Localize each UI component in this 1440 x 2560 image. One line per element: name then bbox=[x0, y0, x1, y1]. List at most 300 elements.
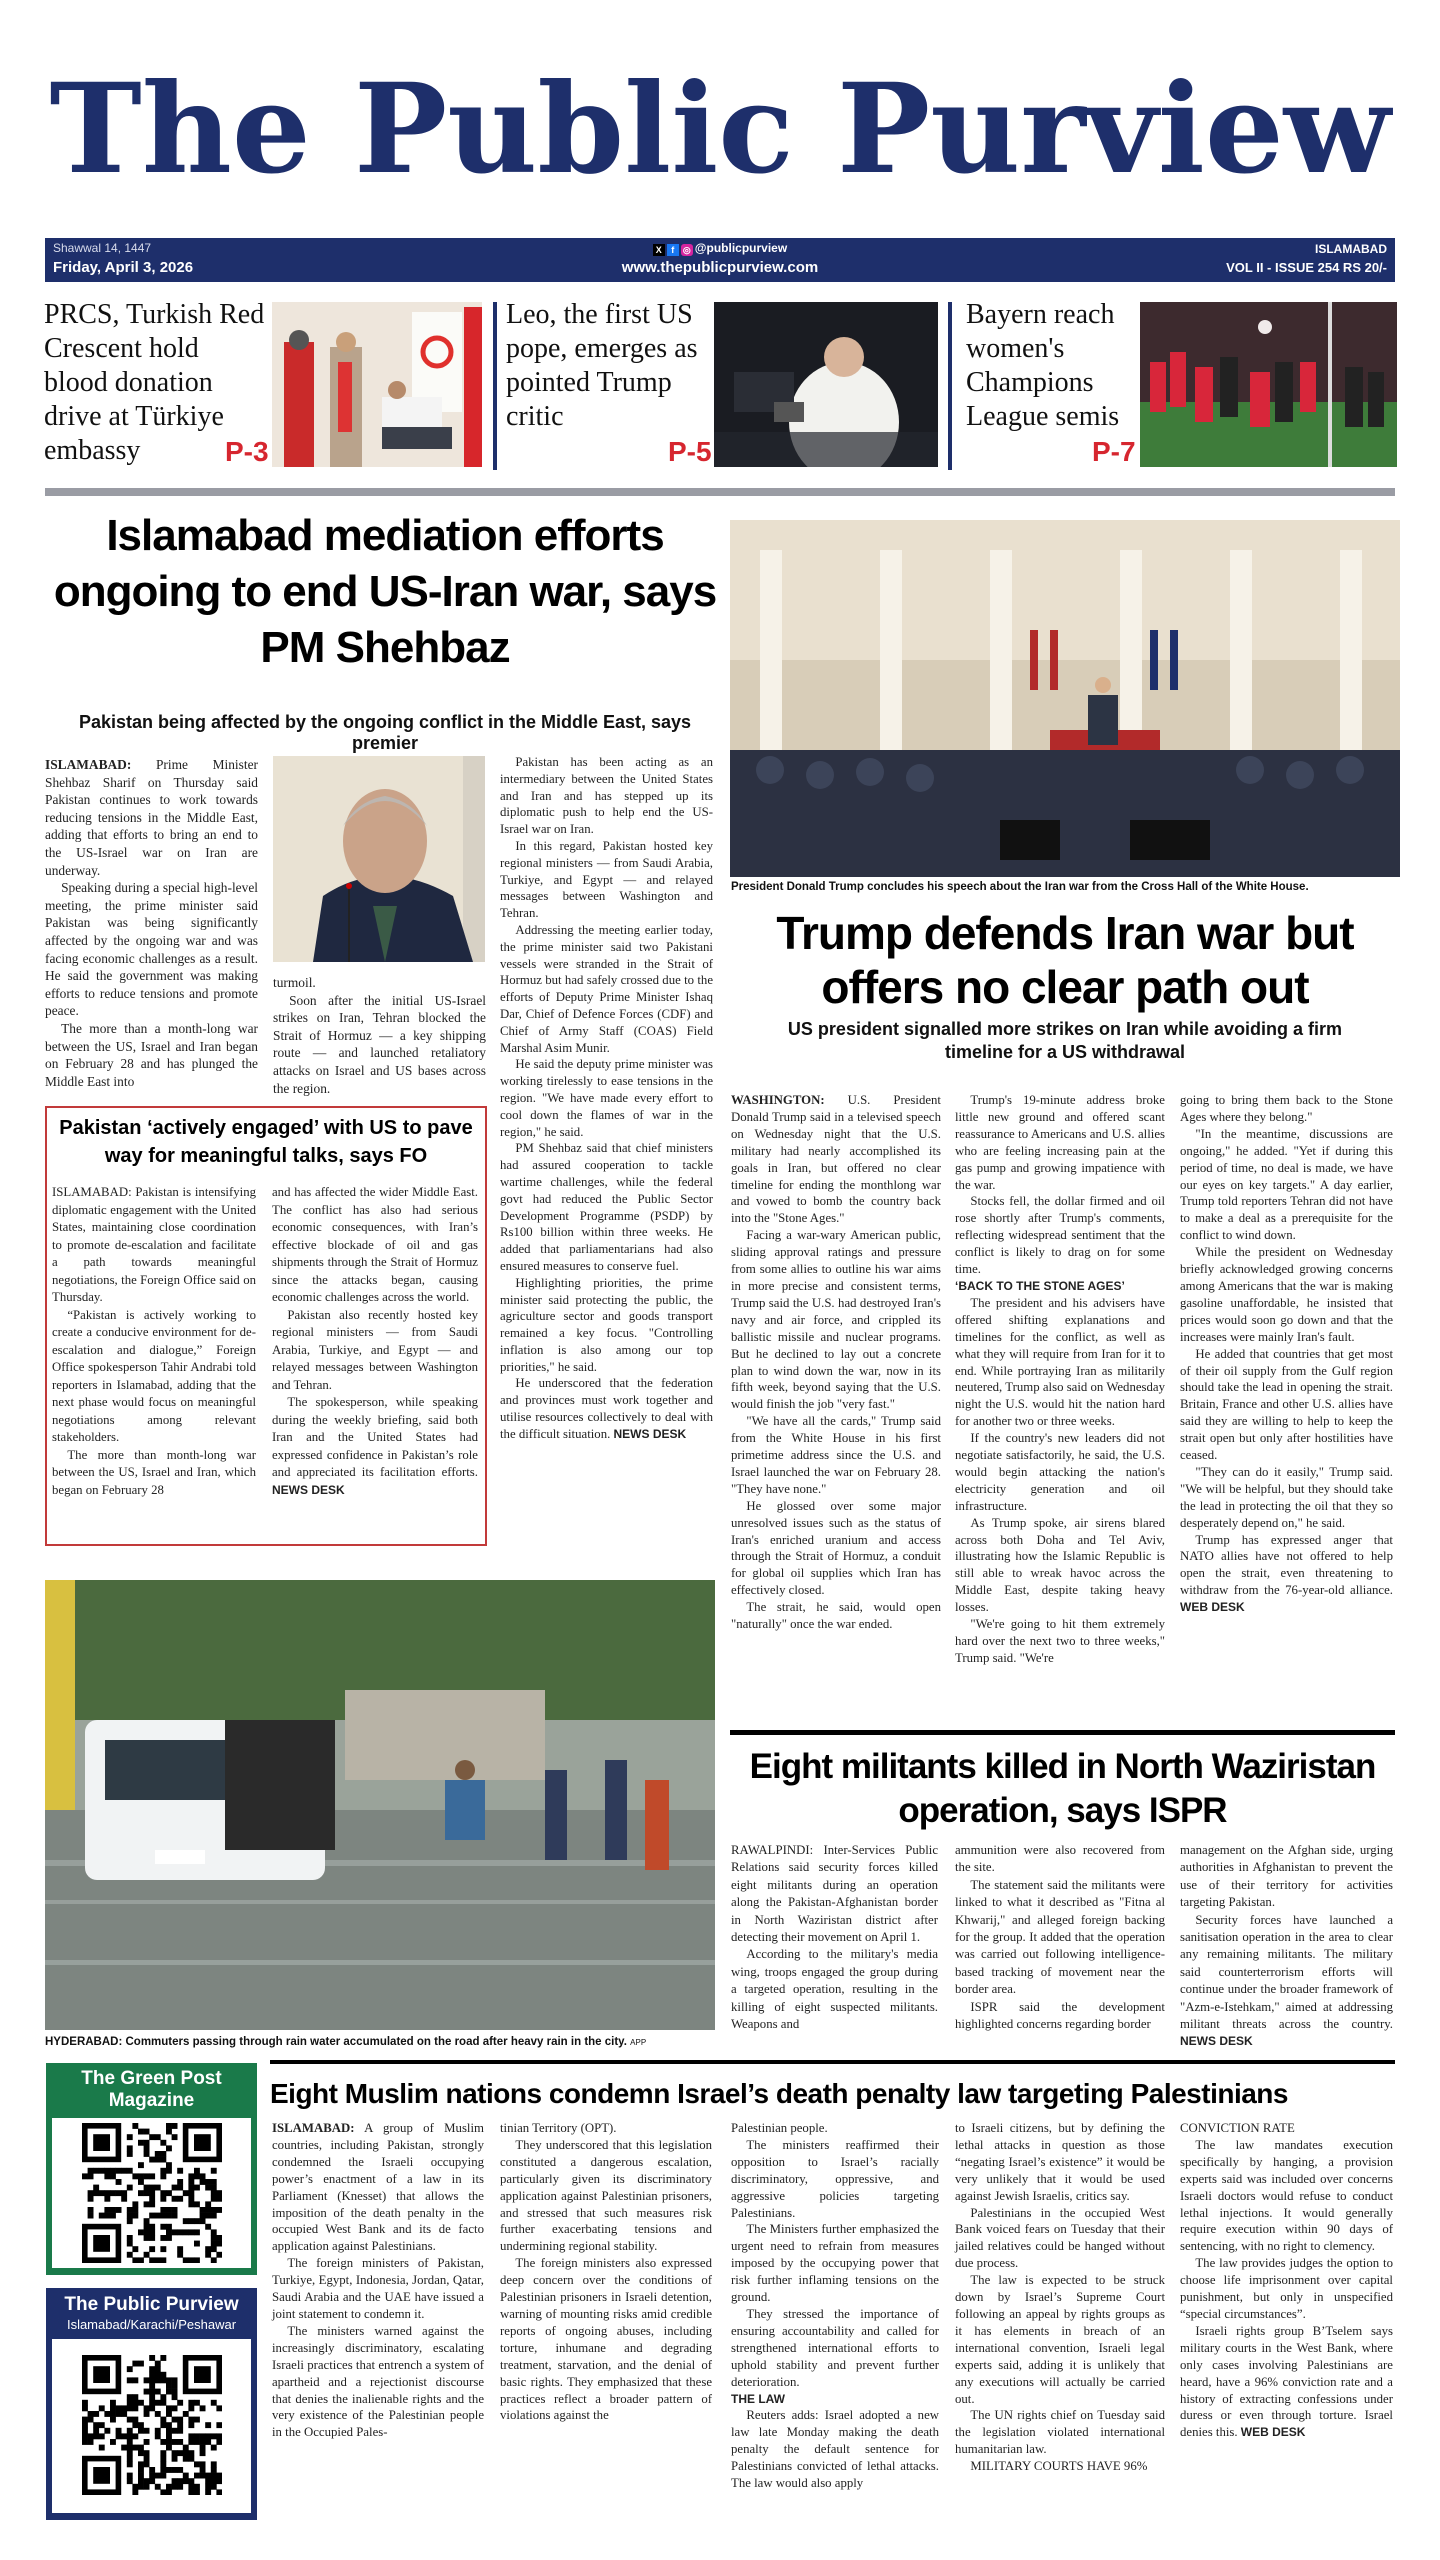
qr-module bbox=[144, 2439, 150, 2445]
qr-module bbox=[211, 2473, 217, 2479]
qr-module bbox=[216, 2207, 222, 2213]
qr-module bbox=[194, 2201, 200, 2207]
qr-module bbox=[104, 2411, 110, 2417]
fo-headline[interactable]: Pakistan ‘actively engaged’ with US to pave way for meaningful talks, says FO bbox=[59, 1117, 473, 1167]
israel-headline[interactable]: Eight Muslim nations condemn Israel’s death penalty law targeting Palestinians bbox=[270, 2078, 1288, 2109]
qr-module bbox=[166, 2433, 172, 2439]
qr-module bbox=[138, 2190, 144, 2196]
qr-module bbox=[166, 2484, 172, 2490]
qr-module bbox=[127, 2450, 133, 2456]
qr-module bbox=[188, 2201, 194, 2207]
qr-module bbox=[138, 2450, 144, 2456]
qr-module bbox=[144, 2411, 150, 2417]
qr-module bbox=[127, 2433, 133, 2439]
qr-module bbox=[205, 2213, 211, 2219]
qr-frame bbox=[52, 2339, 251, 2513]
blood-donation-photo bbox=[272, 302, 482, 467]
qr-module bbox=[211, 2461, 217, 2467]
credit: NEWS DESK bbox=[1180, 2034, 1253, 2049]
qr-title: The Public Purview bbox=[64, 2294, 239, 2315]
paragraph: turmoil. bbox=[273, 975, 316, 990]
qr-module bbox=[160, 2207, 166, 2213]
qr-module bbox=[211, 2445, 217, 2451]
qr-module bbox=[138, 2473, 144, 2479]
qr-module bbox=[200, 2207, 206, 2213]
qr-module bbox=[116, 2433, 122, 2439]
qr-module bbox=[172, 2417, 178, 2423]
qr-module bbox=[93, 2422, 99, 2428]
qr-module bbox=[160, 2461, 166, 2467]
qr-module bbox=[211, 2190, 217, 2196]
qr-module bbox=[177, 2196, 183, 2202]
qr-code-icon[interactable] bbox=[82, 2355, 222, 2495]
paragraph: In this regard, Pakistan hosted key regional ministers — from Saudi Arabia, Turkiye, and Egypt — and relayed messages between Washington and Tehran. bbox=[500, 838, 713, 921]
paragraph: "They can do it easily," Trump said. "We will be helpful, but they should take the lead in protecting the oil that they so desperately depend on," he said. bbox=[1180, 1464, 1393, 1530]
qr-module bbox=[194, 2433, 200, 2439]
paragraph: ISPR said the development highlighted concerns regarding border bbox=[955, 1999, 1165, 2032]
qr-module bbox=[160, 2394, 166, 2400]
qr-module bbox=[138, 2400, 144, 2406]
credit: NEWS DESK bbox=[613, 1426, 687, 1441]
qr-module bbox=[138, 2467, 144, 2473]
qr-module bbox=[216, 2405, 222, 2411]
qr-module bbox=[149, 2366, 155, 2372]
edition-city: ISLAMABAD bbox=[1315, 242, 1387, 256]
qr-module bbox=[200, 2218, 206, 2224]
qr-module bbox=[110, 2168, 116, 2174]
qr-module bbox=[99, 2422, 105, 2428]
qr-module bbox=[211, 2229, 217, 2235]
qr-module bbox=[121, 2196, 127, 2202]
qr-module bbox=[155, 2433, 161, 2439]
paragraph bbox=[500, 1375, 713, 1442]
qr-finder bbox=[93, 2467, 110, 2484]
trump-deck: US president signalled more strikes on Iran while avoiding a firm timeline for a US withdrawal bbox=[787, 1019, 1343, 1062]
qr-module bbox=[104, 2213, 110, 2219]
blood-donation-photo-art bbox=[272, 302, 482, 467]
qr-module bbox=[172, 2196, 178, 2202]
qr-module bbox=[155, 2389, 161, 2395]
football-match-photo bbox=[1140, 302, 1397, 467]
paragraph: The more than month-long war between the US, Israel and Iran, which began on February 28 bbox=[52, 1447, 256, 1497]
qr-module bbox=[144, 2201, 150, 2207]
qr-module bbox=[216, 2235, 222, 2241]
qr-module bbox=[127, 2377, 133, 2383]
qr-module bbox=[172, 2450, 178, 2456]
qr-module bbox=[211, 2207, 217, 2213]
qr-module bbox=[149, 2257, 155, 2263]
qr-module bbox=[110, 2207, 116, 2213]
qr-module bbox=[177, 2478, 183, 2484]
paragraph: ISLAMABAD: Pakistan is intensifying diplomatic engagement with the United States, maintaining close coordination to promote de-escalation and facilitate a path towards meaningful negotiations, the Foreign Office said on Thursday. bbox=[52, 1185, 256, 1304]
dateline: ISLAMABAD: bbox=[45, 757, 132, 772]
qr-module bbox=[160, 2257, 166, 2263]
paragraph: MILITARY COURTS HAVE 96% bbox=[970, 2459, 1148, 2474]
qr-module bbox=[93, 2411, 99, 2417]
qr-module bbox=[160, 2467, 166, 2473]
qr-module bbox=[160, 2372, 166, 2378]
paragraph: The law is expected to be struck down by Israel’s Supreme Court following an appeal by rights groups as it has elements in breach of an international convention, Israeli legal experts said, adding it is unlikely that any executions will actually be carried out. bbox=[955, 2273, 1165, 2406]
qr-module bbox=[132, 2400, 138, 2406]
pope-photo-art bbox=[714, 302, 938, 467]
qr-module bbox=[177, 2229, 183, 2235]
qr-module bbox=[166, 2213, 172, 2219]
qr-module bbox=[166, 2377, 172, 2383]
paragraph: Highlighting priorities, the prime minister said protecting the public, the agriculture sector and goods transport remained a key focus. "Controlling inflation is also among our top priorities," he said. bbox=[500, 1275, 713, 1374]
qr-module bbox=[149, 2377, 155, 2383]
qr-module bbox=[216, 2489, 222, 2495]
qr-module bbox=[132, 2394, 138, 2400]
qr-module bbox=[104, 2196, 110, 2202]
qr-module bbox=[166, 2489, 172, 2495]
qr-module bbox=[166, 2235, 172, 2241]
qr-module bbox=[200, 2213, 206, 2219]
paragraph: The ministers reaffirmed their opposition to Israel’s racially discriminatory, oppressive, and aggressive policies targeting Palestinians. bbox=[731, 2137, 939, 2220]
paragraph-text: Security forces have launched a sanitisation operation in the area to clear any remaining militants. The military said counterterrorism efforts will continue under the broader framework of "Azm-e-Istehkam," aimed at addressing militant threats across the country. bbox=[1180, 1912, 1393, 2032]
qr-module bbox=[149, 2173, 155, 2179]
qr-module bbox=[132, 2201, 138, 2207]
x-icon[interactable]: X bbox=[653, 244, 665, 256]
qr-module bbox=[127, 2252, 133, 2258]
instagram-icon[interactable]: ◎ bbox=[681, 244, 693, 256]
qr-module bbox=[166, 2162, 172, 2168]
qr-module bbox=[205, 2478, 211, 2484]
qr-module bbox=[211, 2246, 217, 2252]
public-purview-qr-box[interactable] bbox=[46, 2288, 257, 2520]
subhead: ‘BACK TO THE STONE AGES’ bbox=[955, 1278, 1125, 1293]
qr-module bbox=[88, 2411, 94, 2417]
qr-module bbox=[149, 2389, 155, 2395]
paragraph: U.S. President Donald Trump said in a televised speech on Wednesday night that the U.S. military had nearly accomplished its goals in Iran, but offered no clear timeline for ending the monthlong war and vowed to bomb the country back into the "Stone Ages." bbox=[731, 1093, 941, 1226]
qr-module bbox=[149, 2196, 155, 2202]
qr-module bbox=[160, 2213, 166, 2219]
qr-module bbox=[160, 2439, 166, 2445]
qr-module bbox=[138, 2484, 144, 2490]
qr-module bbox=[172, 2229, 178, 2235]
qr-module bbox=[172, 2428, 178, 2434]
qr-module bbox=[138, 2162, 144, 2168]
hijri-date: Shawwal 14, 1447 bbox=[53, 241, 152, 255]
qr-module bbox=[160, 2151, 166, 2157]
shehbaz-sharif-photo-art bbox=[273, 756, 485, 962]
qr-module bbox=[99, 2405, 105, 2411]
paragraph: He added that countries that get most of their oil supply from the Gulf region should take the lead in opening the strait. Britain, France and other U.S. allies have said they are willing to help to keep the strait open but only after hostilities have ceased. bbox=[1180, 1346, 1393, 1463]
credit: WEB DESK bbox=[1180, 1600, 1245, 1615]
qr-module bbox=[132, 2361, 138, 2367]
subhead: THE LAW bbox=[731, 2391, 785, 2406]
qr-module bbox=[183, 2478, 189, 2484]
qr-module bbox=[166, 2145, 172, 2151]
qr-frame bbox=[52, 2118, 251, 2268]
qr-finder bbox=[93, 2366, 110, 2383]
qr-module bbox=[149, 2478, 155, 2484]
qr-module bbox=[194, 2489, 200, 2495]
teaser-headline-1[interactable]: PRCS, Turkish Red Crescent hold blood donation drive at Türkiye embassy bbox=[44, 299, 265, 466]
paragraph: Prime Minister Shehbaz Sharif on Thursday said Pakistan continues to work towards reducing tensions in the Middle East, adding that efforts to bring an end to the US-Israel war on Iran are underway. bbox=[45, 757, 258, 878]
qr-module bbox=[155, 2473, 161, 2479]
qr-module bbox=[200, 2173, 206, 2179]
paragraph: He glossed over some major unresolved issues such as the status of Iran's enriched uranium and access through the Strait of Hormuz, a conduit for global oil supplies which Iran has effectively closed. bbox=[731, 1498, 941, 1598]
paragraph: He said the deputy prime minister was working tirelessly to ease tensions in the region. "We have made every effort to cool down the flames of war in the region," he said. bbox=[500, 1057, 713, 1139]
paragraph: The UN rights chief on Tuesday said the legislation violated international humanitarian law. bbox=[955, 2408, 1165, 2457]
qr-module bbox=[160, 2355, 166, 2361]
qr-module bbox=[211, 2478, 217, 2484]
qr-module bbox=[160, 2450, 166, 2456]
qr-module bbox=[188, 2489, 194, 2495]
qr-module bbox=[183, 2473, 189, 2479]
qr-module bbox=[166, 2168, 172, 2174]
qr-module bbox=[216, 2190, 222, 2196]
paragraph: They underscored that this legislation constituted a dangerous escalation, particularly given its discriminatory application against Palestinian prisoners, and stressed that such measures risk further exacerbating tensions and undermining regional stability. bbox=[500, 2137, 712, 2254]
qr-module bbox=[155, 2366, 161, 2372]
teaser-headline-2[interactable]: Leo, the first US pope, emerges as pointed Trump critic bbox=[506, 299, 698, 432]
photo-credit: APP bbox=[630, 2038, 647, 2047]
qr-module bbox=[149, 2400, 155, 2406]
qr-module bbox=[121, 2190, 127, 2196]
qr-module bbox=[149, 2405, 155, 2411]
qr-module bbox=[155, 2377, 161, 2383]
qr-module bbox=[149, 2394, 155, 2400]
qr-module bbox=[144, 2235, 150, 2241]
qr-module bbox=[132, 2422, 138, 2428]
qr-module bbox=[200, 2405, 206, 2411]
paragraph: The foreign ministers also expressed deep concern over the conditions of Palestinian prisoners in Israeli detention, warning of mounting risks amid credible reports of ongoing abuses, including torture, inhumane and degrading treatment, starvation, and the denial of basic rights. They emphasized that these practices reflect a broader pattern of violations against the bbox=[500, 2256, 712, 2423]
qr-module bbox=[172, 2456, 178, 2462]
qr-module bbox=[132, 2445, 138, 2451]
trump-col-1 bbox=[731, 1092, 941, 1633]
qr-module bbox=[183, 2218, 189, 2224]
teaser-page-ref-3[interactable]: P-7 bbox=[1092, 436, 1136, 467]
qr-module bbox=[149, 2201, 155, 2207]
qr-module bbox=[194, 2461, 200, 2467]
qr-module bbox=[127, 2145, 133, 2151]
qr-module bbox=[166, 2129, 172, 2135]
qr-module bbox=[127, 2461, 133, 2467]
qr-module bbox=[211, 2168, 217, 2174]
qr-module bbox=[188, 2173, 194, 2179]
qr-module bbox=[149, 2134, 155, 2140]
qr-module bbox=[116, 2179, 122, 2185]
qr-module bbox=[127, 2151, 133, 2157]
qr-module bbox=[110, 2400, 116, 2406]
teaser-divider bbox=[493, 302, 497, 470]
qr-module bbox=[188, 2439, 194, 2445]
dateline: ISLAMABAD: bbox=[272, 2121, 355, 2135]
qr-module bbox=[172, 2405, 178, 2411]
qr-module bbox=[160, 2246, 166, 2252]
qr-module bbox=[211, 2257, 217, 2263]
qr-module bbox=[166, 2405, 172, 2411]
qr-module bbox=[166, 2411, 172, 2417]
qr-module bbox=[116, 2207, 122, 2213]
qr-module bbox=[194, 2173, 200, 2179]
qr-module bbox=[127, 2241, 133, 2247]
qr-module bbox=[205, 2473, 211, 2479]
qr-module bbox=[166, 2439, 172, 2445]
qr-module bbox=[127, 2213, 133, 2219]
qr-module bbox=[205, 2201, 211, 2207]
paragraph bbox=[272, 1394, 478, 1499]
qr-module bbox=[88, 2439, 94, 2445]
green-post-qr-box[interactable] bbox=[46, 2063, 257, 2275]
paragraph: Addressing the meeting earlier today, the prime minister said two Pakistani vessels were stranded in the Strait of Hormuz but had safely crossed due to the efforts of Deputy Prime Minister Ishaq Dar, Chief of Defence Forces (CDF) and Chief of Army Staff (COAS) Field Marshal Asim Munir. bbox=[500, 922, 713, 1055]
qr-module bbox=[121, 2411, 127, 2417]
qr-module bbox=[166, 2445, 172, 2451]
info-bar bbox=[45, 238, 1395, 282]
qr-module bbox=[205, 2224, 211, 2230]
lead-col-2 bbox=[273, 974, 486, 1097]
shehbaz-sharif-photo bbox=[273, 756, 485, 962]
qr-module bbox=[160, 2190, 166, 2196]
paragraph: Reuters adds: Israel adopted a new law late Monday making the death penalty the default sentence for Palestinians convicted of lethal attacks. The law would also apply bbox=[731, 2408, 939, 2491]
qr-module bbox=[144, 2428, 150, 2434]
qr-module bbox=[132, 2257, 138, 2263]
hyderabad-rain-photo-art bbox=[45, 1580, 715, 2030]
facebook-icon[interactable]: f bbox=[667, 244, 679, 256]
qr-module bbox=[177, 2422, 183, 2428]
qr-module bbox=[160, 2417, 166, 2423]
qr-module bbox=[194, 2229, 200, 2235]
paragraph: Palestinians in the occupied West Bank voiced fears on Tuesday that their jailed relatives could be hanged without due process. bbox=[955, 2205, 1165, 2271]
qr-module bbox=[104, 2428, 110, 2434]
qr-module bbox=[166, 2123, 172, 2129]
lead-headline[interactable]: Islamabad mediation efforts ongoing to end US-Iran war, says PM Shehbaz bbox=[53, 511, 717, 672]
qr-module bbox=[144, 2151, 150, 2157]
qr-module bbox=[211, 2179, 217, 2185]
qr-module bbox=[149, 2383, 155, 2389]
qr-module bbox=[144, 2456, 150, 2462]
qr-module bbox=[166, 2389, 172, 2395]
israel-col-3 bbox=[731, 2120, 939, 2492]
qr-module bbox=[88, 2213, 94, 2219]
qr-module bbox=[138, 2478, 144, 2484]
qr-module bbox=[144, 2484, 150, 2490]
qr-module bbox=[149, 2224, 155, 2230]
issue-number-price: VOL II - ISSUE 254 RS 20/- bbox=[1226, 260, 1387, 275]
qr-module bbox=[155, 2157, 161, 2163]
paragraph: to Israeli citizens, but by defining the lethal attacks in question as those “negating Israel’s existence” it would be very unlikely that it would be used against Jewish Israelis, critics say. bbox=[955, 2121, 1165, 2203]
qr-module bbox=[205, 2484, 211, 2490]
qr-module bbox=[121, 2445, 127, 2451]
qr-module bbox=[138, 2179, 144, 2185]
qr-module bbox=[110, 2190, 116, 2196]
qr-module bbox=[216, 2439, 222, 2445]
qr-module bbox=[172, 2207, 178, 2213]
qr-module bbox=[205, 2246, 211, 2252]
qr-module bbox=[82, 2433, 88, 2439]
qr-module bbox=[205, 2179, 211, 2185]
qr-module bbox=[144, 2450, 150, 2456]
qr-module bbox=[149, 2185, 155, 2191]
qr-module bbox=[144, 2461, 150, 2467]
qr-module bbox=[149, 2235, 155, 2241]
qr-module bbox=[205, 2489, 211, 2495]
qr-module bbox=[88, 2190, 94, 2196]
lead-deck: Pakistan being affected by the ongoing conflict in the Middle East, says premier bbox=[78, 712, 692, 753]
qr-module bbox=[82, 2400, 88, 2406]
paragraph: The president and his advisers have offered shifting explanations and timelines for the conflict, as well as what they will require from Iran for it to end. While portraying Iran as militarily neutered, Trump also said on Wednesday night the U.S. would hit the nation hard for another two or three weeks. bbox=[955, 1295, 1165, 1429]
social-handle[interactable]: @publicpurview bbox=[694, 241, 788, 255]
qr-module bbox=[155, 2134, 161, 2140]
qr-module bbox=[216, 2478, 222, 2484]
qr-module bbox=[132, 2377, 138, 2383]
qr-module bbox=[82, 2422, 88, 2428]
qr-module bbox=[116, 2428, 122, 2434]
qr-module bbox=[127, 2218, 133, 2224]
football-match-photo-art bbox=[1140, 302, 1397, 467]
qr-module bbox=[172, 2383, 178, 2389]
paragraph: “Pakistan is actively working to create a conducive environment for de-escalation and dialogue,” Foreign Office spokesperson Tahir Andrabi told reporters in Islamabad, adding that the next phase would focus on meaningful negotiations among relevant stakeholders. bbox=[52, 1307, 256, 1444]
qr-module bbox=[138, 2129, 144, 2135]
qr-module bbox=[149, 2229, 155, 2235]
qr-module bbox=[127, 2405, 133, 2411]
qr-module bbox=[155, 2151, 161, 2157]
qr-module bbox=[194, 2168, 200, 2174]
qr-module bbox=[188, 2422, 194, 2428]
qr-module bbox=[116, 2190, 122, 2196]
qr-module bbox=[205, 2433, 211, 2439]
website-link[interactable]: www.thepublicpurview.com bbox=[621, 259, 819, 276]
qr-module bbox=[144, 2252, 150, 2258]
ispr-headline[interactable]: Eight militants killed in North Waziristan operation, says ISPR bbox=[749, 1747, 1376, 1830]
qr-module bbox=[177, 2168, 183, 2174]
paragraph-text: The spokesperson, while speaking during the weekly briefing, said both Iran and the United States had expressed confidence in Pakistan’s role and appreciated its facilitation efforts. bbox=[272, 1395, 478, 1479]
qr-module bbox=[216, 2422, 222, 2428]
section-rule bbox=[270, 2060, 1395, 2064]
qr-module bbox=[138, 2422, 144, 2428]
qr-module bbox=[93, 2428, 99, 2434]
qr-module bbox=[116, 2405, 122, 2411]
qr-module bbox=[188, 2218, 194, 2224]
teaser-page-ref-1[interactable]: P-3 bbox=[225, 436, 269, 467]
qr-code-icon[interactable] bbox=[82, 2123, 222, 2263]
qr-module bbox=[88, 2173, 94, 2179]
qr-module bbox=[104, 2168, 110, 2174]
qr-module bbox=[160, 2157, 166, 2163]
qr-module bbox=[160, 2224, 166, 2230]
paragraph-text: Israeli rights group B’Tselem says military courts in the West Bank, where only cases involving Palestinians are heard, have a 96% conviction rate and a history of extracting confessions under duress or even through torture. Israel denies this. bbox=[1180, 2323, 1393, 2440]
qr-module bbox=[211, 2213, 217, 2219]
hyderabad-rain-photo bbox=[45, 1580, 715, 2030]
paragraph: The statement said the militants were linked to what it described as "Fitna al Khwarij," and alleged foreign backing for the group. It added that the operation was carried out following intelligence-based tracking of movement near the border area. bbox=[955, 1877, 1165, 1997]
qr-module bbox=[110, 2417, 116, 2423]
qr-module bbox=[144, 2185, 150, 2191]
qr-module bbox=[149, 2190, 155, 2196]
qr-module bbox=[138, 2257, 144, 2263]
qr-module bbox=[200, 2473, 206, 2479]
qr-module bbox=[82, 2405, 88, 2411]
qr-module bbox=[132, 2484, 138, 2490]
qr-module bbox=[138, 2173, 144, 2179]
qr-module bbox=[149, 2246, 155, 2252]
qr-module bbox=[172, 2394, 178, 2400]
qr-module bbox=[149, 2467, 155, 2473]
qr-module bbox=[177, 2428, 183, 2434]
paragraph bbox=[1180, 2323, 1393, 2441]
qr-module bbox=[88, 2168, 94, 2174]
teaser-headline-3[interactable]: Bayern reach women's Champions League semis bbox=[966, 299, 1120, 432]
israel-col-4 bbox=[955, 2120, 1165, 2475]
qr-module bbox=[183, 2456, 189, 2462]
teaser-page-ref-2[interactable]: P-5 bbox=[668, 436, 712, 467]
qr-module bbox=[166, 2224, 172, 2230]
qr-module bbox=[200, 2179, 206, 2185]
qr-module bbox=[160, 2456, 166, 2462]
paragraph: The law mandates execution specifically by hanging, a provision experts said was included over concerns Israeli doctors would refuse to conduct lethal injections. It would generally require execution within 90 days of sentencing, with no right to clemency. bbox=[1180, 2137, 1393, 2254]
qr-module bbox=[188, 2229, 194, 2235]
qr-module bbox=[177, 2246, 183, 2252]
trump-headline[interactable]: Trump defends Iran war but offers no clear path out bbox=[776, 907, 1354, 1013]
